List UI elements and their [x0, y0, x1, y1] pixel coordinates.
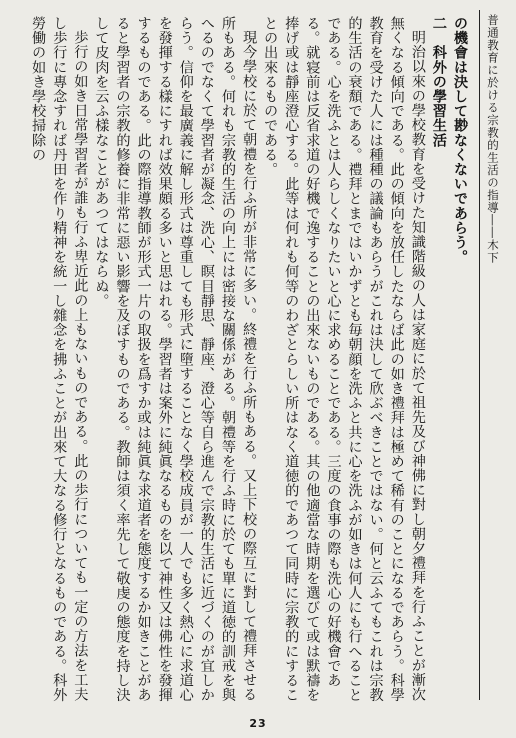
body-text [12, 16, 470, 704]
paragraph: 現今學校に於て朝禮を行ふ所が非常に多い。終禮を行ふ所もある。又上下校の際互に對して禮拜させる所もある。何れも宗教的生活の向上には密接な關係がある。朝禮等を行ふ時に於ても單に道徳的訓戒を與へるのでなくて學習者が凝念、洗心、瞑目靜思、靜座、澄心等自ら進んで宗教的生活に近づくのが宜しからう。信仰を最廣義に解し形式は尊重しても形式に墮することなく學校成員が一人でも多く熱心に求道心を發揮する樣にすれば效果頗る多いと思はれる。學習者は案外に純眞なるものを以て神性又は佛性を發揮するものである。此の際指導教師が形式一片の取扱を爲すか或は純眞な求道者を態度するか如きことがあると學習者の宗教的修養に非常に惡い影響を及ぼすものである。教師は須く率先して敬虔の態度を持し決して皮肉を云ふ樣なことがあつてはならぬ。 [93, 16, 258, 703]
paragraph: 歩行の如き日常學習者が誰も行ふ卑近此の上もないものである。此の歩行についても一定の方法を工夫し歩行に專念すれば丹田を作り精神を統一し雜念を拂ふことが出來て大なる修行となるものである。科外勞働の如き學校掃除の [30, 16, 89, 703]
header-rule [479, 10, 480, 700]
running-header: 普通教育に於ける宗教的生活の指導――木下 [486, 14, 500, 264]
paragraph-continuation: の機會は決して尠なくないであらう。 [452, 16, 468, 265]
section-heading: 二 科外の學習生活 [430, 16, 447, 148]
paragraph: 明治以來の學校教育を受けた知識階級の人は家庭に於て祖先及び神佛に對し朝夕禮拜を行ふことが漸次無くなる傾向である。此の傾向を放任したならば此の如き禮拜は極めて稀有のことになるであらう。科學教育を受けた人には種種の議論もあらうがこれは決して欣ぶべきことではない。何と云ふてもこれは宗教的生活の衰頽である。禮拜とまではいかずとも毎朝顔を洗ふと共に心を洗ふが如きは何人にも行へることである。心を洗ふとは人らしくなりたいと心に求めることである。三度の食事の際も洗心の好機會である。就寝前は反省求道の好機で逸することの出來ないものである。其の他適當な時期を選びて或は默禱を捧げ或は靜座澄心する。此等は何れも何等のわざとらしい所はなく道徳的であつて同時に宗教的にすることの出來るものである。 [262, 16, 426, 703]
page-number: 23 [249, 717, 267, 730]
